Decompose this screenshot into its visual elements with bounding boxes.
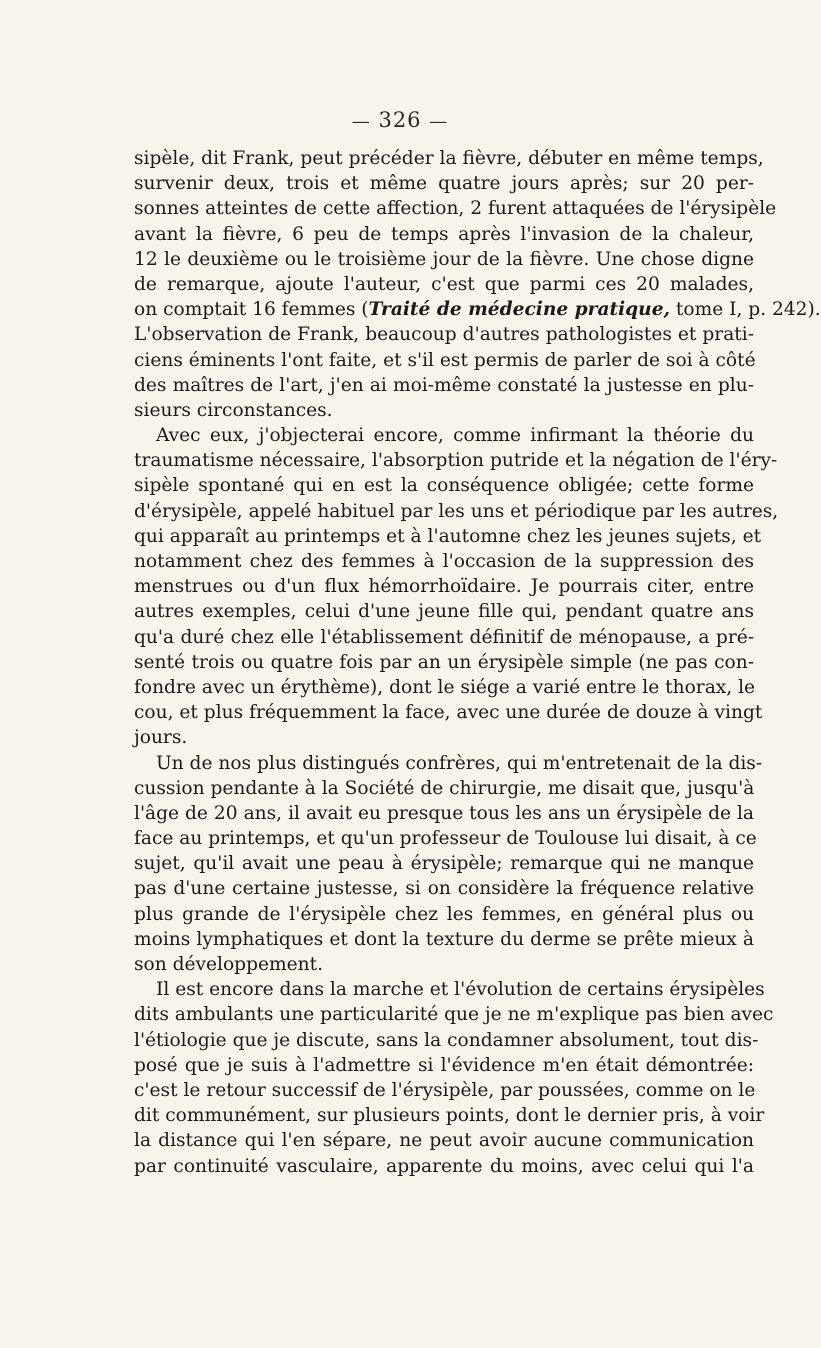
text-line: son développement. (134, 954, 323, 975)
text-line: notamment chez des femmes à l'occasion de la suppression des (134, 551, 754, 572)
page-number-value: 326 (378, 108, 422, 132)
text-line: traumatisme nécessaire, l'absorption putride et la négation de l'éry- (134, 450, 778, 472)
text-line: senté trois ou quatre fois par an un érysipèle simple (ne pas con- (134, 651, 754, 673)
text-line: dits ambulants une particularité que je ne m'explique pas bien avec (134, 1004, 774, 1026)
text-line: cou, et plus fréquemment la face, avec une durée de douze à vingt (134, 702, 763, 724)
text-line: par continuité vasculaire, apparente du moins, avec celui qui l'a (134, 1155, 754, 1177)
text-line: la distance qui l'en sépare, ne peut avoir aucune communication (134, 1130, 754, 1152)
text-line: dit communément, sur plusieurs points, dont le dernier pris, à voir (134, 1105, 765, 1127)
body-text (134, 146, 821, 1179)
text-line: 12 le deuxième ou le troisième jour de la fièvre. Une chose digne (134, 248, 754, 270)
text-line: des maîtres de l'art, j'en ai moi-même constaté la justesse en plu- (134, 374, 754, 396)
text-line: avant la fièvre, 6 peu de temps après l'invasion de la chaleur, (134, 223, 754, 245)
text-line: fondre avec un érythème), dont le siége a varié entre le thorax, le (134, 676, 756, 698)
text-line: sipèle spontané qui en est la conséquence obligée; cette forme (134, 475, 754, 497)
text-line: plus grande de l'érysipèle chez les femmes, en général plus ou (134, 903, 754, 925)
text-line: Un de nos plus distingués confrères, qui m'entretenait de la dis- (156, 752, 763, 774)
text-line: qu'a duré chez elle l'établissement définitif de ménopause, a pré- (134, 626, 754, 648)
text-line: de remarque, ajoute l'auteur, c'est que parmi ces 20 malades, (134, 273, 754, 295)
text-line: menstrues ou d'un flux hémorrhoïdaire. Je pourrais citer, entre (134, 576, 754, 598)
text-line: sujet, qu'il avait une peau à érysipèle; remarque qui ne manque (134, 853, 754, 875)
text-line: sieurs circonstances. (134, 399, 333, 421)
text-segment: on comptait 16 femmes ( (134, 299, 369, 321)
book-title: Traité de médecine pratique, (368, 299, 670, 321)
text-line (134, 297, 821, 322)
text-line: face au printemps, et qu'un professeur de Toulouse lui disait, à ce (134, 828, 757, 850)
text-line: posé que je suis à l'admettre si l'évidence m'en était démontrée: (134, 1054, 754, 1076)
text-line: cussion pendante à la Société de chirurgie, me disait que, jusqu'à (134, 777, 755, 799)
text-line: moins lymphatiques et dont la texture du derme se prête mieux à (134, 928, 754, 950)
text-line: Avec eux, j'objecterai encore, comme infirmant la théorie du (156, 425, 754, 447)
text-line: sonnes atteintes de cette affection, 2 furent attaquées de l'érysipèle (134, 198, 777, 220)
text-line: qui apparaît au printemps et à l'automne chez les jeunes sujets, et (134, 525, 762, 547)
text-line: survenir deux, trois et même quatre jours après; sur 20 per- (134, 173, 754, 195)
text-segment: tome I, p. 242). (670, 299, 821, 321)
text-line: L'observation de Frank, beaucoup d'autres pathologistes et prati- (134, 324, 754, 346)
text-line: jours. (134, 727, 188, 749)
text-line: sipèle, dit Frank, peut précéder la fièvre, débuter en même temps, (134, 148, 764, 169)
text-line: ciens éminents l'ont faite, et s'il est permis de parler de soi à côté (134, 349, 756, 371)
text-line: d'érysipèle, appelé habituel par les uns et périodique par les autres, (134, 500, 779, 522)
text-line: l'âge de 20 ans, il avait eu presque tous les ans un érysipèle de la (134, 802, 754, 824)
page-number (0, 108, 800, 132)
text-line: autres exemples, celui d'une jeune fille qui, pendant quatre ans (134, 601, 754, 623)
text-line: pas d'une certaine justesse, si on considère la fréquence relative (134, 878, 754, 900)
text-line: l'étiologie que je discute, sans la condamner absolument, tout dis- (134, 1029, 759, 1051)
text-line: Il est encore dans la marche et l'évolution de certains érysipèles (156, 979, 765, 1001)
text-line: c'est le retour successif de l'érysipèle, par poussées, comme on le (134, 1079, 756, 1101)
page-number-dash-right: — (429, 111, 449, 132)
page-number-dash-left: — (351, 111, 371, 132)
